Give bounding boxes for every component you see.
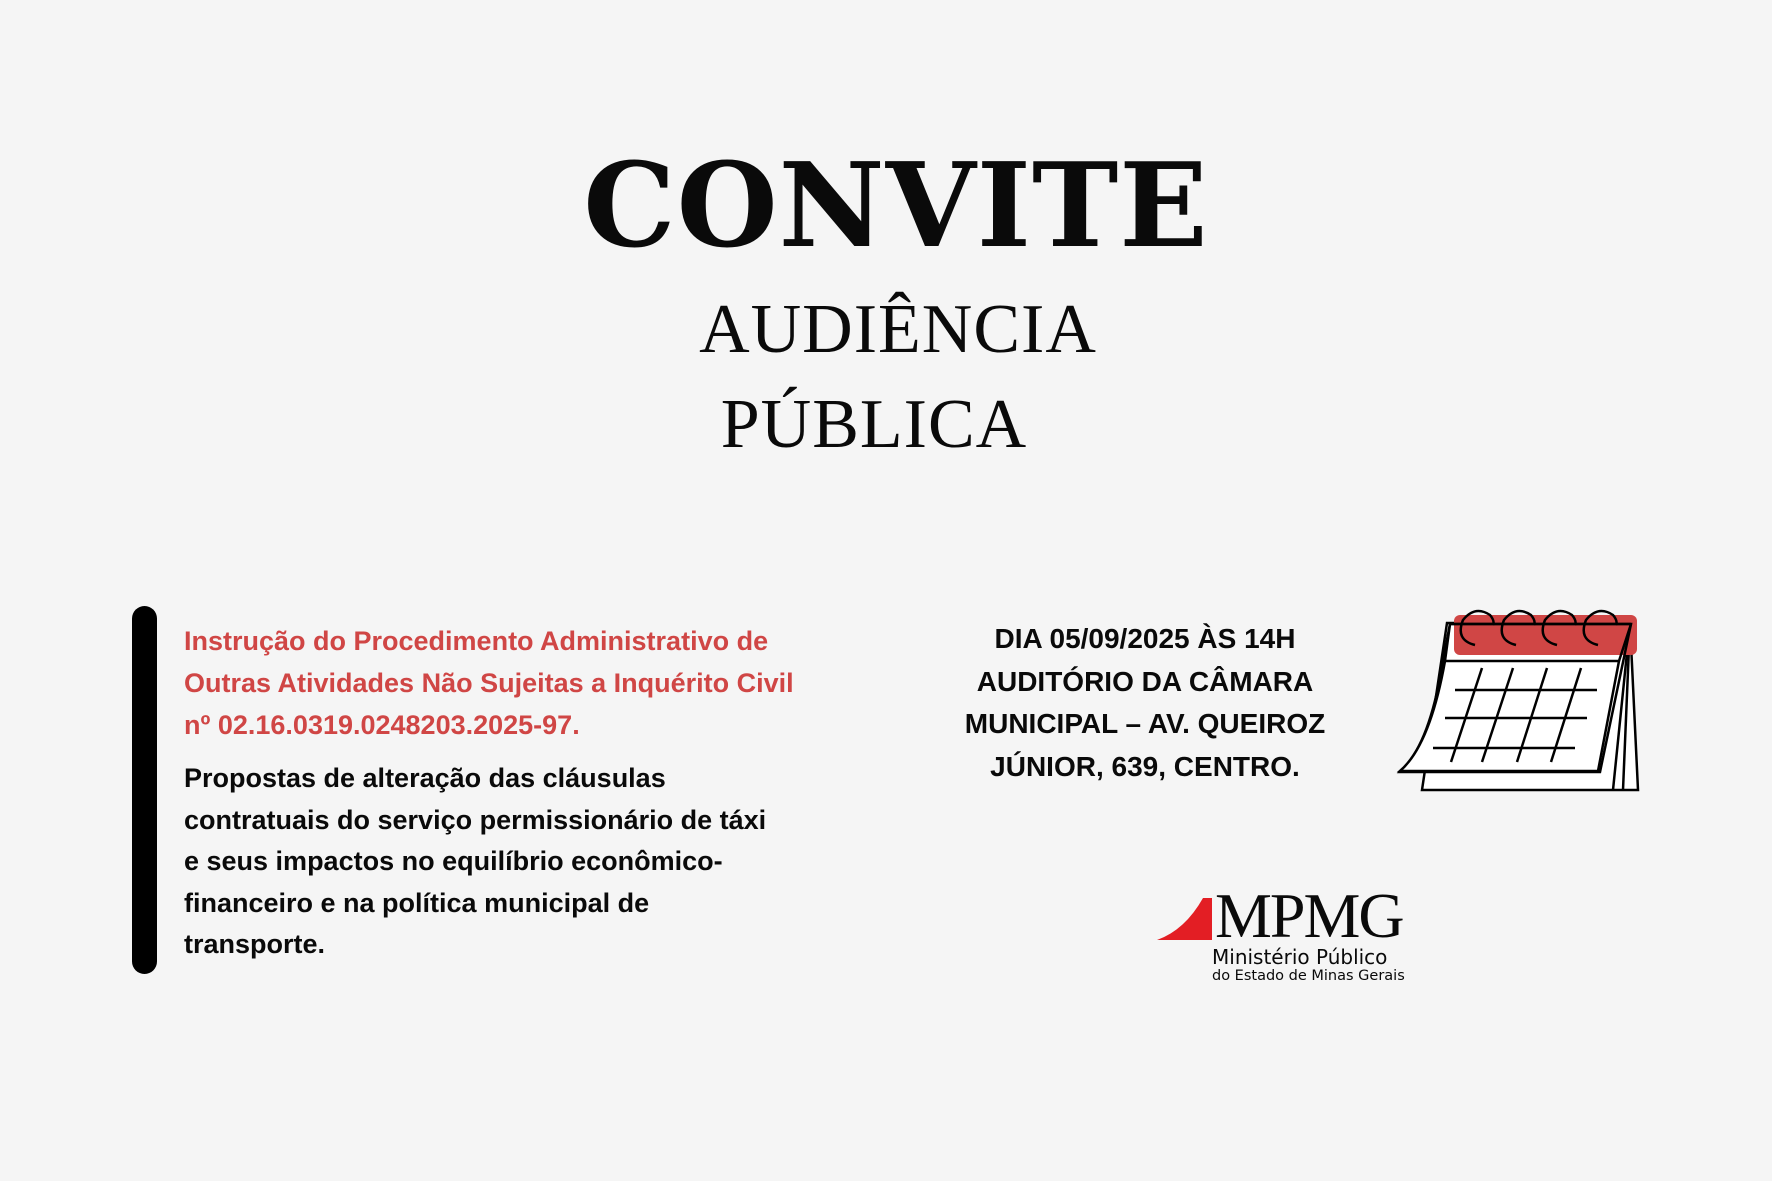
description-line: contratuais do serviço permissionário de táxi [184,804,767,835]
invitation-title: CONVITE [583,138,1209,274]
procedure-section [184,620,904,966]
event-details [935,618,1355,788]
calendar-icon [1385,595,1655,805]
event-date-time: DIA 05/09/2025 ÀS 14H [994,623,1296,654]
procedure-line: nº 02.16.0319.0248203.2025-97. [184,710,580,740]
procedure-reference [184,620,904,746]
description-line: e seus impactos no equilíbrio econômico- [184,846,723,876]
logo-name: Ministério Público [1212,945,1388,969]
logo-subtitle: do Estado de Minas Gerais [1212,968,1405,984]
event-venue: AUDITÓRIO DA CÂMARA [976,665,1314,697]
event-address-line1: MUNICIPAL – AV. QUEIROZ [964,708,1326,739]
mpmg-logo [1155,880,1415,985]
procedure-line: Outras Atividades Não Sujeitas a Inquérito Civil [184,668,794,698]
logo-acronym: MPMG [1215,880,1403,951]
description-line: transporte. [184,929,326,959]
procedure-line: Instrução do Procedimento Administrativo de [184,626,769,656]
hearing-description [184,758,844,966]
hearing-title-line2: PÚBLICA [720,386,1028,463]
description-line: financeiro e na política municipal de [184,887,650,918]
vertical-accent-bar [132,606,157,974]
mpmg-triangle-icon [1155,890,1219,950]
event-address-line2: JÚNIOR, 639, CENTRO. [990,750,1300,782]
description-line: Propostas de alteração das cláusulas [184,763,666,793]
hearing-title-line1: AUDIÊNCIA [699,291,1097,368]
